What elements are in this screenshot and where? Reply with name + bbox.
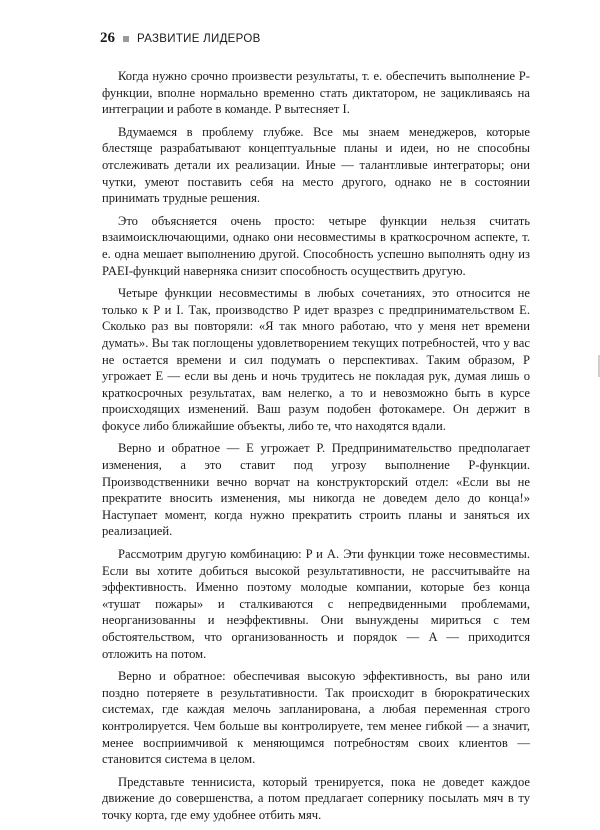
paragraph: Верно и обратное — E угрожает P. Предпринимательство предполагает изменения, а это ставит под угрозу выполнение P-функции. Производственники вечно ворчат на конструкторский отдел: «Если вы не прекратите вносить изменения, мы никогда не доведем дело до конца!» Наступает момент, когда нужно прекратить строить планы и заняться их реализацией. bbox=[102, 441, 530, 539]
running-title: РАЗВИТИЕ ЛИДЕРОВ bbox=[137, 32, 261, 45]
header-separator-square bbox=[123, 36, 129, 42]
paragraph: Представьте теннисиста, который тренируется, пока не доведет каждое движение до совершенства, а потом предлагает сопернику посылать мяч в ту точку корта, где ему удобнее отбить мяч. bbox=[102, 774, 530, 822]
paragraph: Рассмотрим другую комбинацию: P и A. Эти функции тоже несовместимы. Если вы хотите добиться высокой результативности, не рассчитывайте на эффективность. Именно поэтому молодые компании, которые без конца «тушат пожары» и сталкиваются с непредвиденными проблемами, неорганизованны и неэффективны. Они вынуждены мириться с тем обстоятельством, что организованность и порядок — A — приходится отложить на потом. bbox=[102, 547, 530, 661]
paragraph: Четыре функции несовместимы в любых сочетаниях, это относится не только к P и I. Так, производство P идет вразрез с предпринимательством E. Сколько раз вы повторяли: «Я так много работаю, что у меня нет времени думать». Вы так поглощены удовлетворением текущих потребностей, что у вас не остается времени и сил подумать о перспективах. Таким образом, P угрожает E — если вы день и ночь трудитесь не покладая рук, думая лишь о краткосрочных результатах, вам нелегко, а то и невозможно быть в курсе происходящих изменений. Ваш разум подобен фотокамере. Он держит в фокусе либо ближайшие объекты, либо те, что находятся вдали. bbox=[102, 286, 530, 433]
paragraph: Вдумаемся в проблему глубже. Все мы знаем менеджеров, которые блестяще разрабатывают концептуальные планы и идеи, но не способны отслеживать детали их реализации. Иные — талантливые интеграторы; они чутки, умеют поставить себя на место другого, однако не в состоянии принимать трудные решения. bbox=[102, 124, 530, 206]
paragraph: Когда нужно срочно произвести результаты, т. е. обеспечить выполнение P-функции, вполне нормально временно стать диктатором, не зацикливаясь на интеграции и работе в команде. P вытесняет I. bbox=[102, 69, 530, 117]
page-number: 26 bbox=[100, 30, 115, 46]
paragraph: Это объясняется очень просто: четыре функции нельзя считать взаимоисключающими, однако они несовместимы в краткосрочном аспекте, т. е. одна мешает выполнению другой. Способность успешно выполнять одну из PAEI-функций наверняка снизит способность осуществить другую. bbox=[102, 213, 530, 278]
body-text bbox=[102, 68, 530, 830]
running-header bbox=[100, 30, 261, 47]
paragraph: Верно и обратное: обеспечивая высокую эффективность, вы рано или поздно потеряете в результативности. Так происходит в бюрократических системах, где каждая мелочь запланирована, а любая переменная строго контролируется. Чем больше вы контролируете, тем менее гибкой — а значит, менее восприимчивой к меняющимся потребностям своих клиентов — становится система в целом. bbox=[102, 669, 530, 767]
